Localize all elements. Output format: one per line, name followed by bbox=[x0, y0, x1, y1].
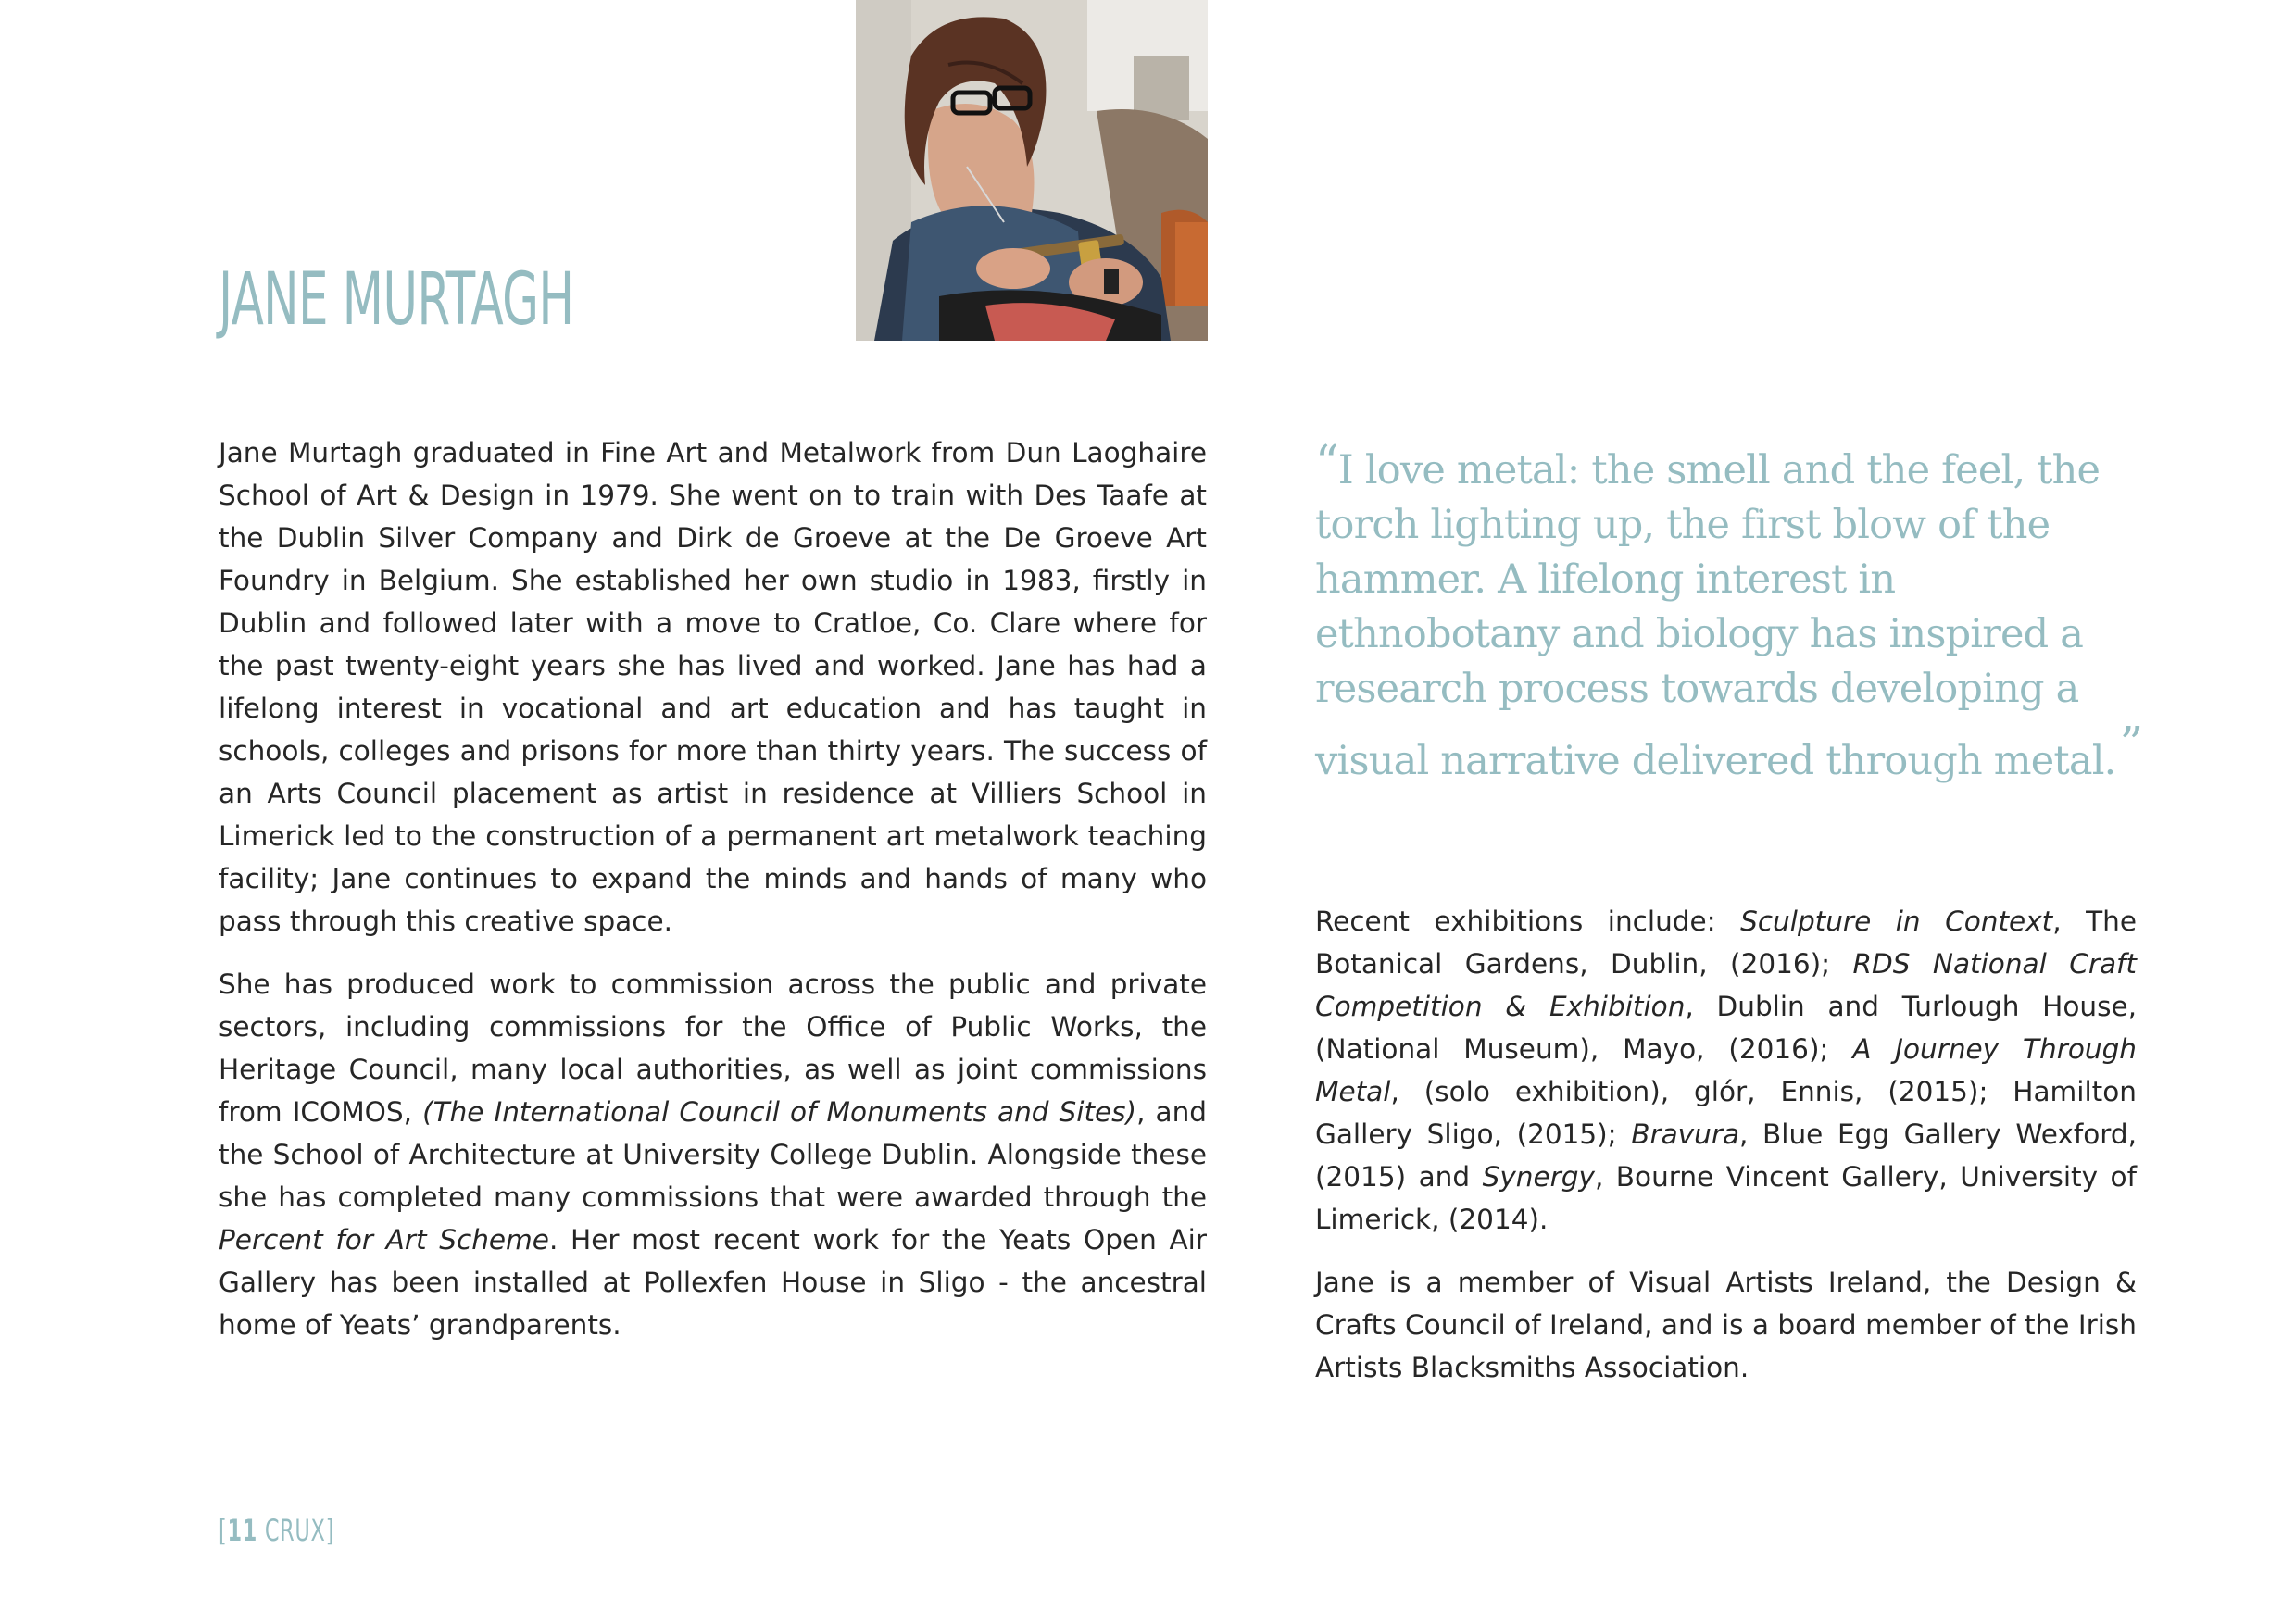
page-title: JANE MURTAGH bbox=[219, 258, 574, 342]
quote-text: “I love metal: the smell and the feel, the torch lighting up, the first blow of the hammer. A lifelong interest in ethnobotany and biology has inspired a research process towards developing a visual narrative delivered through metal.” bbox=[1315, 435, 2143, 784]
page-number: 11 bbox=[227, 1513, 258, 1548]
portrait-image bbox=[856, 0, 1208, 341]
artist-portrait-photo bbox=[856, 0, 1208, 341]
membership-paragraph: Jane is a member of Visual Artists Ireland, the Design & Crafts Council of Ireland, and is a board member of the Irish Artists Blacksmiths Association. bbox=[1315, 1267, 2137, 1383]
exhibitions-paragraph: Recent exhibitions include: Sculpture in Context, The Botanical Gardens, Dublin, (2016); RDS National Craft Competition & Exhibition, Dublin and Turlough House, (National Museum), Mayo, (2016); A Journey Through Metal, (solo exhibition), glór, Ennis, (2015); Hamilton Gallery Sligo, (2015); Bravura, Blue Egg Gallery Wexford, (2015) and Synergy, Bourne Vincent Gallery, University of Limerick, (2014). bbox=[1315, 906, 2138, 1235]
close-quote-mark: ” bbox=[2119, 717, 2143, 770]
publication-name: CRUX bbox=[257, 1513, 326, 1548]
right-column bbox=[1315, 900, 2137, 1409]
open-quote-mark: “ bbox=[1315, 435, 1338, 489]
pull-quote bbox=[1315, 435, 2149, 789]
bio-paragraph-2: She has produced work to commission across the public and private sectors, including commissions for the Office of Public Works, the Heritage Council, many local authorities, as well as joint commissions from ICOMOS, (The International Council of Monuments and Sites), and the School of Architecture at University College Dublin. Alongside these she has completed many commissions that were awarded through the Percent for Art Scheme. Her most recent work for the Yeats Open Air Gallery has been installed at Pollexfen House in Sligo - the ancestral home of Yeats’ grandparents. bbox=[219, 968, 1208, 1341]
page-footer: [11 CRUX] bbox=[219, 1513, 335, 1548]
left-column bbox=[219, 431, 1207, 1367]
bio-paragraph-1: Jane Murtagh graduated in Fine Art and Metalwork from Dun Laoghaire School of Art & Design in 1979. She went on to train with Des Taafe at the Dublin Silver Company and Dirk de Groeve at the De Groeve Art Foundry in Belgium. She established her own studio in 1983, firstly in Dublin and followed later with a move to Cratloe, Co. Clare where for the past twenty-eight years she has lived and worked. Jane has had a lifelong interest in vocational and art education and has taught in schools, colleges and prisons for more than thirty years. The success of an Arts Council placement as artist in residence at Villiers School in Limerick led to the construction of a permanent art metalwork teaching facility; Jane continues to expand the minds and hands of many who pass through this creative space. bbox=[219, 437, 1207, 937]
